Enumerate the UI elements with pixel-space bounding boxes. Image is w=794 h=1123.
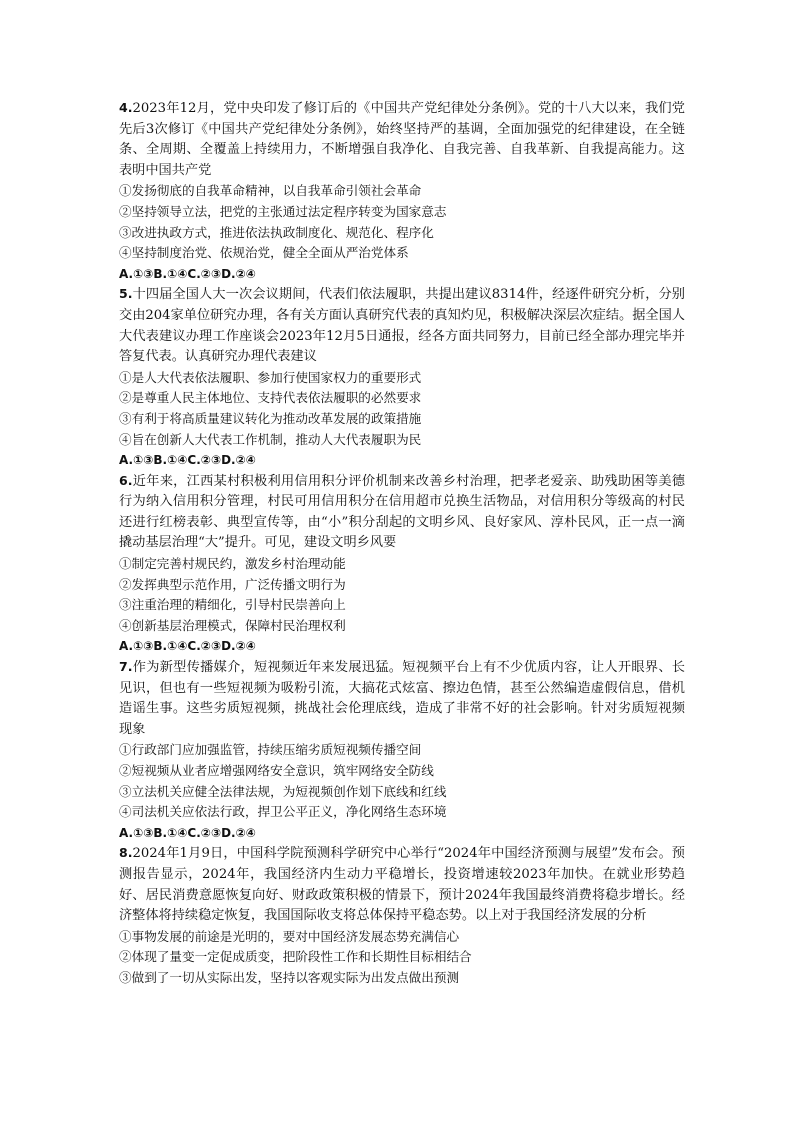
option-4: ④司法机关应依法行政，捍卫公平正义，净化网络生态环境 xyxy=(119,804,447,820)
question-text: 2023年12月，党中央印发了修订后的《中国共产党纪律处分条例》。党的十八大以来，我们党先后3次修订《中国共产党纪律处分条例》，始终坚持严的基调，全面加强党的纪律建设，在全链条、全周期、全覆盖上持续用力，不断增强自我净化、自我完善、自我革新、自我提高能力。这表明中国共产党 xyxy=(119,101,685,178)
option-3: ③注重治理的精细化，引导村民崇善向上 xyxy=(119,597,346,613)
option-4: ④坚持制度治党、依规治党，健全全面从严治党体系 xyxy=(119,245,409,261)
option-1: ①发扬彻底的自我革命精神，以自我革命引领社会革命 xyxy=(119,183,422,199)
question-8 xyxy=(119,843,685,988)
question-4 xyxy=(119,98,685,284)
question-text: 近年来，江西某村积极利用信用积分评价机制来改善乡村治理，把孝老爱亲、助残助困等美德行为纳入信用积分管理，村民可用信用积分在信用超市兑换生活物品，对信用积分等级高的村民还进行红榜表彰、典型宣传等，由“小”积分刮起的文明乡风、良好家风、淳朴民风，正一点一滴撬动基层治理“大”提升。可见，建设文明乡风要 xyxy=(119,473,685,551)
option-3: ③有利于将高质量建议转化为推动改革发展的政策措施 xyxy=(119,410,422,426)
option-3: ③做到了一切从实际出发，坚持以客观实际为出发点做出预测 xyxy=(119,969,460,985)
answer-choices: A.①③B.①④C.②③D.②④ xyxy=(119,453,256,468)
question-number: 6. xyxy=(119,472,133,488)
question-text: 十四届全国人大一次会议期间，代表们依法履职，共提出建议8314件，经逐件研究分析，分别交由204家单位研究办理，各有关方面认真研究代表的真知灼见，积极解决深层次症结。据全国人大代表建议办理工作座谈会2023年12月5日通报，经各方面共同努力，目前已经全部办理完毕并答复代表。认真研究办理代表建议 xyxy=(119,287,685,365)
answer-choices: A.①③B.①④C.②③D.②④ xyxy=(119,825,256,840)
question-text: 2024年1月9日，中国科学院预测科学研究中心举行“2024年中国经济预测与展望”发布会。预测报告显示，2024年，我国经济内生动力平稳增长，投资增速较2023年加快。在就业形势趋好、居民消费意愿恢复向好、财政政策积极的情景下，预计2024年我国最终消费将稳步增长。经济整体将持续稳定恢复，我国国际收支将总体保持平稳态势。以上对于我国经济发展的分析 xyxy=(119,846,685,924)
question-5 xyxy=(119,284,685,470)
option-2: ②是尊重人民主体地位、支持代表依法履职的必然要求 xyxy=(119,390,422,406)
option-1: ①行政部门应加强监管，持续压缩劣质短视频传播空间 xyxy=(119,742,422,758)
question-number: 4. xyxy=(119,100,133,115)
option-2: ②坚持领导立法，把党的主张通过法定程序转变为国家意志 xyxy=(119,203,447,219)
question-stem xyxy=(119,284,685,367)
question-text: 作为新型传播媒介，短视频近年来发展迅猛。短视频平台上有不少优质内容，让人开眼界、长见识，但也有一些短视频为吸粉引流，大搞花式炫富、擦边色情，甚至公然编造虚假信息，借机造谣生事。这些劣质短视频，挑战社会伦理底线，造成了非常不好的社会影响。针对劣质短视频现象 xyxy=(119,660,685,737)
option-1: ①是人大代表依法履职、参加行使国家权力的重要形式 xyxy=(119,369,422,385)
option-2: ②短视频从业者应增强网络安全意识，筑牢网络安全防线 xyxy=(119,763,434,778)
question-stem xyxy=(119,843,685,926)
option-3: ③改进执政方式，推进依法执政制度化、规范化、程序化 xyxy=(119,224,434,240)
question-list xyxy=(119,98,685,989)
question-number: 5. xyxy=(119,286,133,302)
question-stem xyxy=(119,657,685,740)
answer-choices: A.①③B.①④C.②③D.②④ xyxy=(119,639,256,654)
question-number: 8. xyxy=(119,845,133,861)
question-7 xyxy=(119,657,685,843)
question-stem xyxy=(119,471,685,554)
option-1: ①制定完善村规民约，激发乡村治理动能 xyxy=(119,556,346,572)
option-1: ①事物发展的前途是光明的，要对中国经济发展态势充满信心 xyxy=(119,928,460,944)
answer-choices: A.①③B.①④C.②③D.②④ xyxy=(119,266,256,281)
option-3: ③立法机关应健全法律法规，为短视频创作划下底线和红线 xyxy=(119,783,447,799)
option-4: ④旨在创新人大代表工作机制，推动人大代表履职为民 xyxy=(119,431,422,447)
option-2: ②发挥典型示范作用，广泛传播文明行为 xyxy=(119,576,346,592)
option-4: ④创新基层治理模式，保障村民治理权利 xyxy=(119,617,346,633)
option-2: ②体现了量变一定促成质变，把阶段性工作和长期性目标相结合 xyxy=(119,949,472,965)
question-stem xyxy=(119,98,685,181)
question-6 xyxy=(119,471,685,657)
question-number: 7. xyxy=(119,659,133,675)
